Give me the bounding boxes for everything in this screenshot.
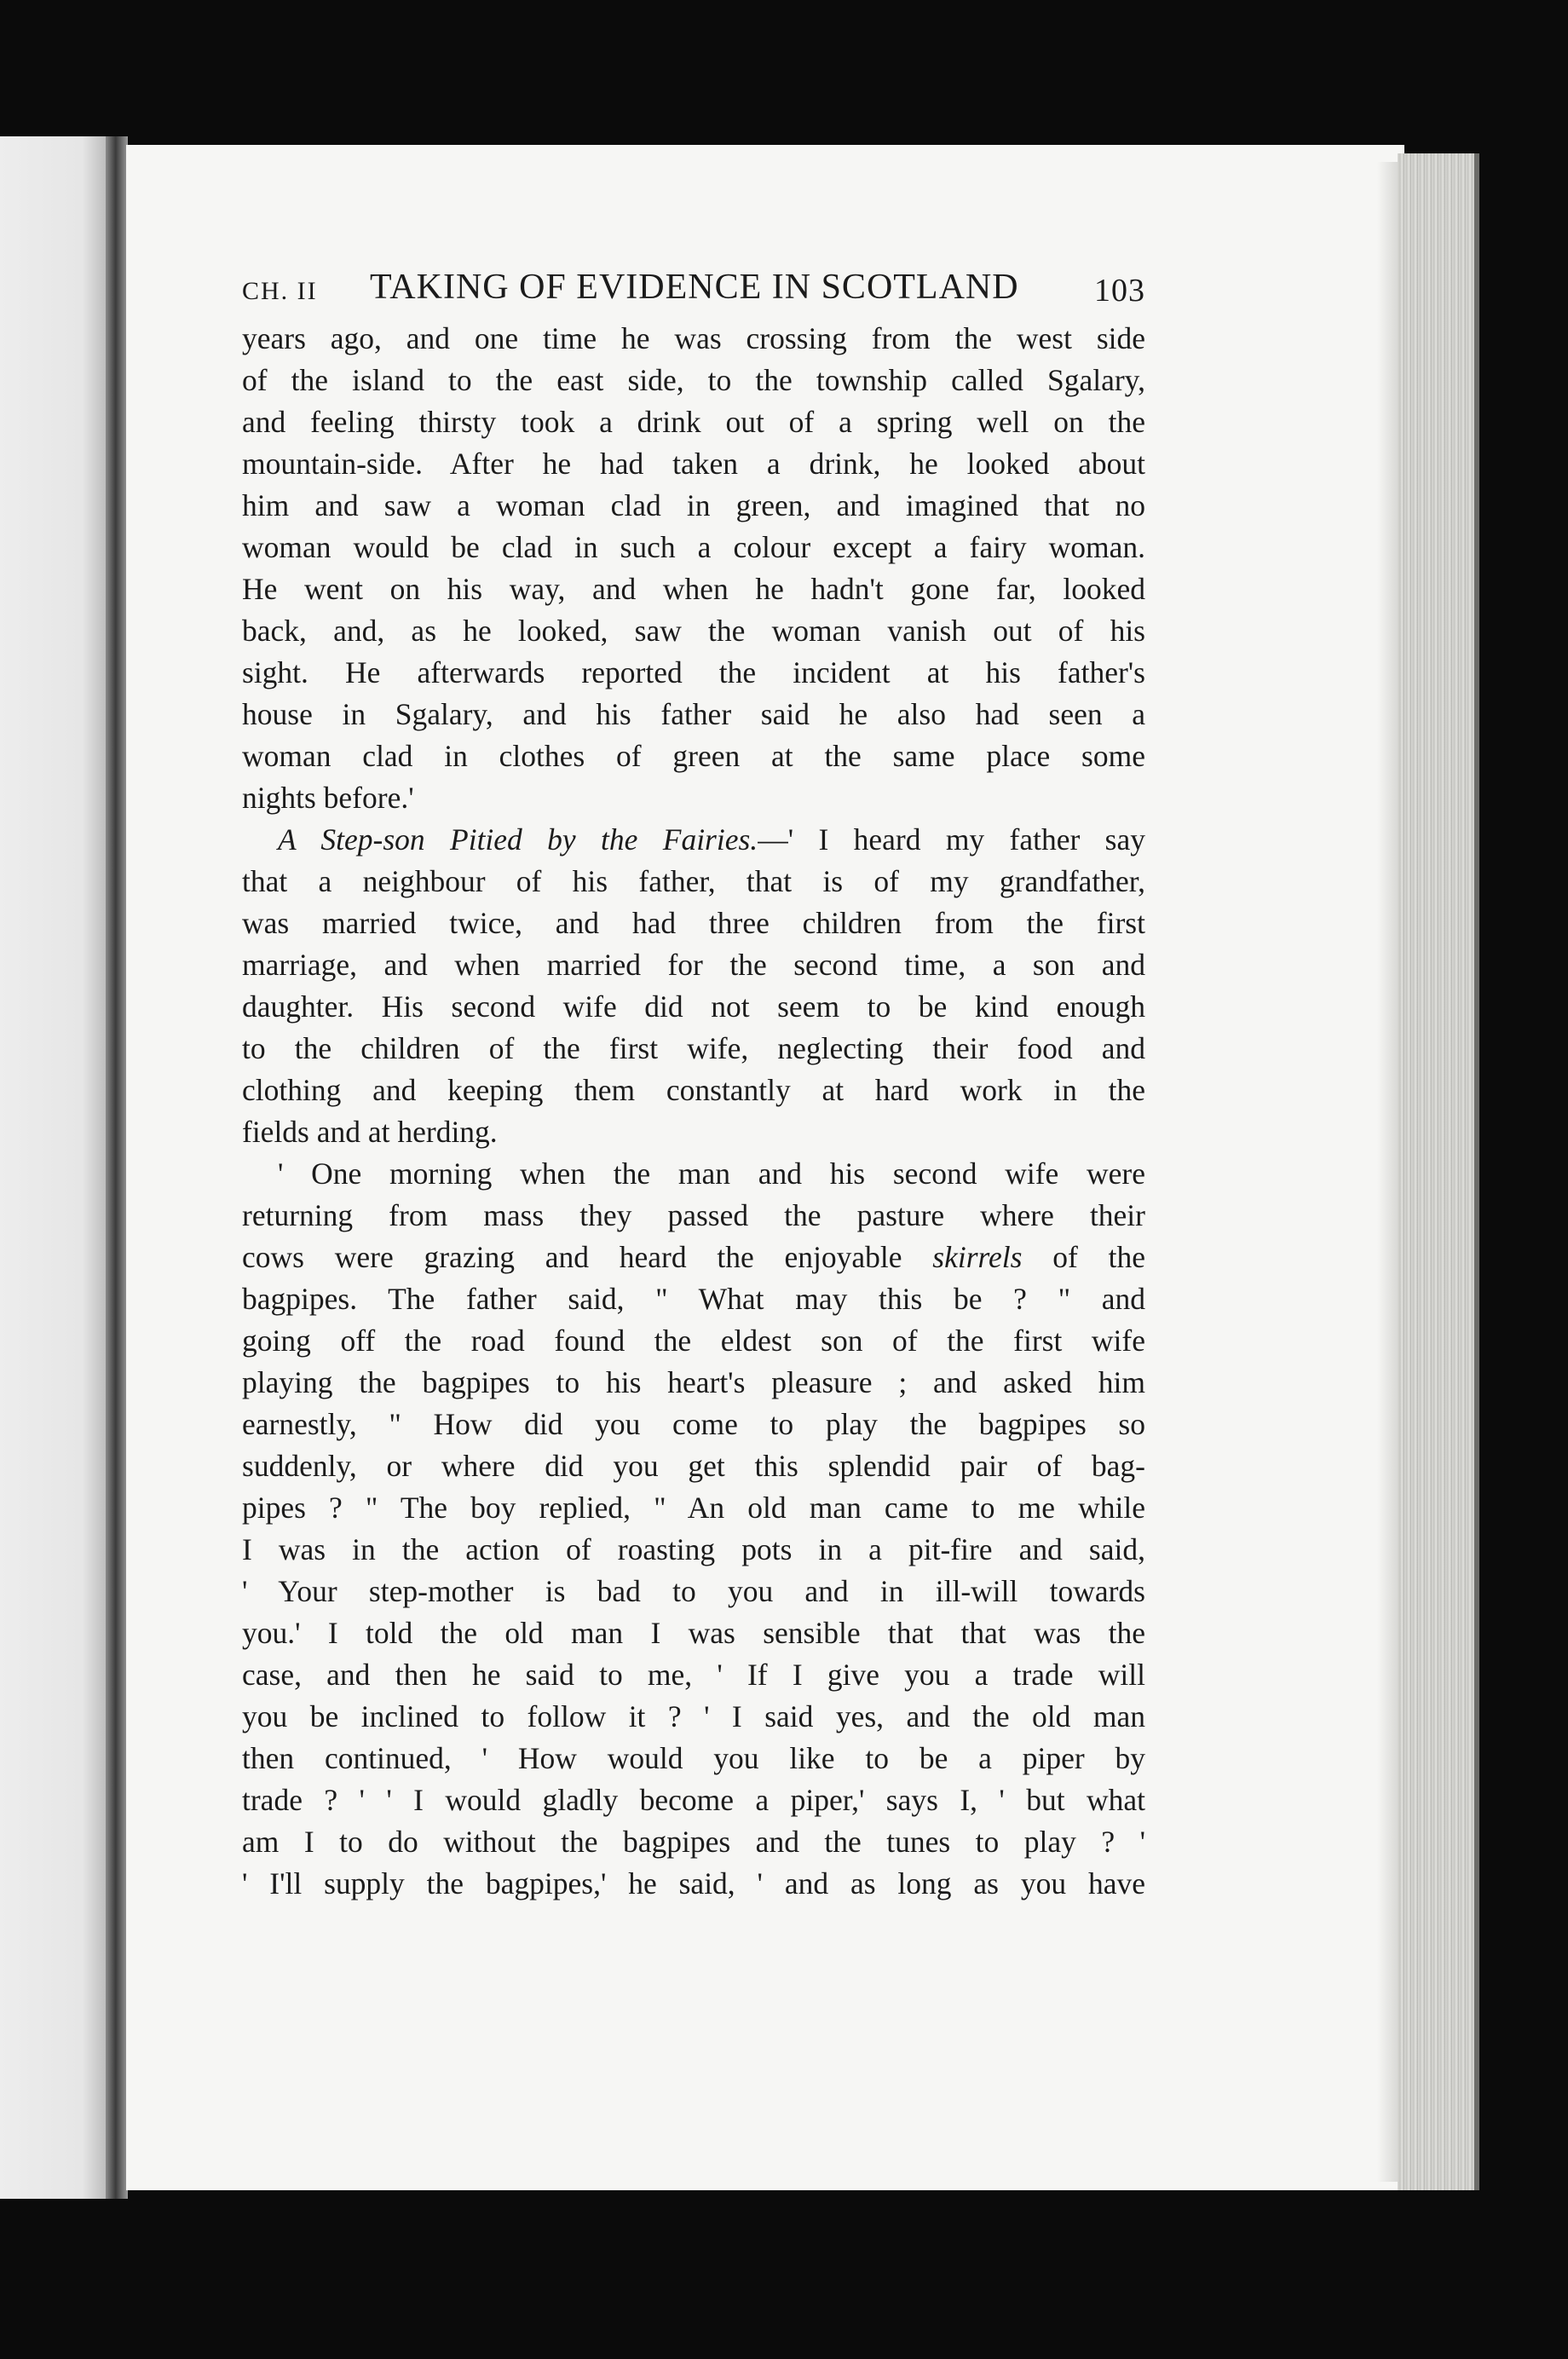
text-line: He went on his way, and when he hadn't gone far, looked: [242, 572, 1145, 606]
text-line: case, and then he said to me, ' If I give you a trade will: [242, 1658, 1145, 1692]
text-segment: cows were grazing and heard the enjoyable: [242, 1240, 933, 1274]
text-line: returning from mass they passed the pasture where their: [242, 1198, 1145, 1232]
text-line: mountain-side. After he had taken a drink, he looked about: [242, 447, 1145, 481]
text-line: of the island to the east side, to the township called Sgalary,: [242, 363, 1145, 397]
text-line: you be inclined to follow it ? ' I said yes, and the old man: [242, 1699, 1145, 1733]
page-text: [242, 267, 1145, 1905]
text-line: suddenly, or where did you get this splendid pair of bag-: [242, 1449, 1145, 1483]
text-line: and feeling thirsty took a drink out of a spring well on the: [242, 405, 1145, 439]
text-line: ' Your step-mother is bad to you and in ill-will towards: [242, 1574, 1145, 1608]
text-line-with-italic: [242, 1237, 1145, 1278]
text-line: ' One morning when the man and his second wife were: [278, 1156, 1145, 1191]
text-line: ' I'll supply the bagpipes,' he said, ' and as long as you have: [242, 1866, 1145, 1900]
book-gutter: [106, 136, 128, 2199]
text-line: bagpipes. The father said, " What may this be ? " and: [242, 1282, 1145, 1316]
text-line: back, and, as he looked, saw the woman vanish out of his: [242, 614, 1145, 648]
text-line: him and saw a woman clad in green, and imagined that no: [242, 488, 1145, 522]
text-line: marriage, and when married for the second time, a son and: [242, 948, 1145, 982]
text-line: was married twice, and had three children from the first: [242, 906, 1145, 940]
text-line: house in Sgalary, and his father said he also had seen a: [242, 697, 1145, 731]
text-line: to the children of the first wife, neglecting their food and: [242, 1031, 1145, 1065]
section-heading-rest: —' I heard my father say: [758, 822, 1145, 857]
text-line: nights before.': [242, 781, 414, 815]
text-line: playing the bagpipes to his heart's pleasure ; and asked him: [242, 1365, 1145, 1399]
text-line: going off the road found the eldest son of the first wife: [242, 1324, 1145, 1358]
text-line: woman clad in clothes of green at the same place some: [242, 739, 1145, 773]
running-head: [242, 267, 1145, 318]
text-line: fields and at herding.: [242, 1115, 498, 1149]
text-line: sight. He afterwards reported the incident at his father's: [242, 655, 1145, 689]
page-edges: [1398, 153, 1479, 2190]
page-number: 103: [1094, 273, 1145, 309]
text-line: clothing and keeping them constantly at hard work in the: [242, 1073, 1145, 1107]
body-text: [242, 318, 1145, 1905]
text-line: am I to do without the bagpipes and the tunes to play ? ': [242, 1825, 1145, 1859]
text-line: trade ? ' ' I would gladly become a piper,' says I, ' but what: [242, 1783, 1145, 1817]
text-segment: of the: [1022, 1240, 1145, 1274]
text-line: woman would be clad in such a colour except a fairy woman.: [242, 530, 1145, 564]
running-title: TAKING OF EVIDENCE IN SCOTLAND: [370, 268, 1019, 307]
section-heading-line: [242, 819, 1145, 861]
facing-page: [0, 136, 118, 2199]
chapter-label: CH. II: [242, 277, 318, 305]
text-line: that a neighbour of his father, that is of my grandfather,: [242, 864, 1145, 898]
text-line: daughter. His second wife did not seem to be kind enough: [242, 989, 1145, 1024]
text-line: I was in the action of roasting pots in a pit-fire and said,: [242, 1532, 1145, 1566]
text-line: earnestly, " How did you come to play the bagpipes so: [242, 1407, 1145, 1441]
text-line: years ago, and one time he was crossing from the west side: [242, 321, 1145, 355]
text-line: then continued, ' How would you like to be a piper by: [242, 1741, 1145, 1775]
italic-word: skirrels: [932, 1240, 1023, 1274]
text-line: pipes ? " The boy replied, " An old man came to me while: [242, 1491, 1145, 1525]
section-heading: A Step-son Pitied by the Fairies.: [278, 822, 758, 857]
text-line: you.' I told the old man I was sensible that that was the: [242, 1616, 1145, 1650]
